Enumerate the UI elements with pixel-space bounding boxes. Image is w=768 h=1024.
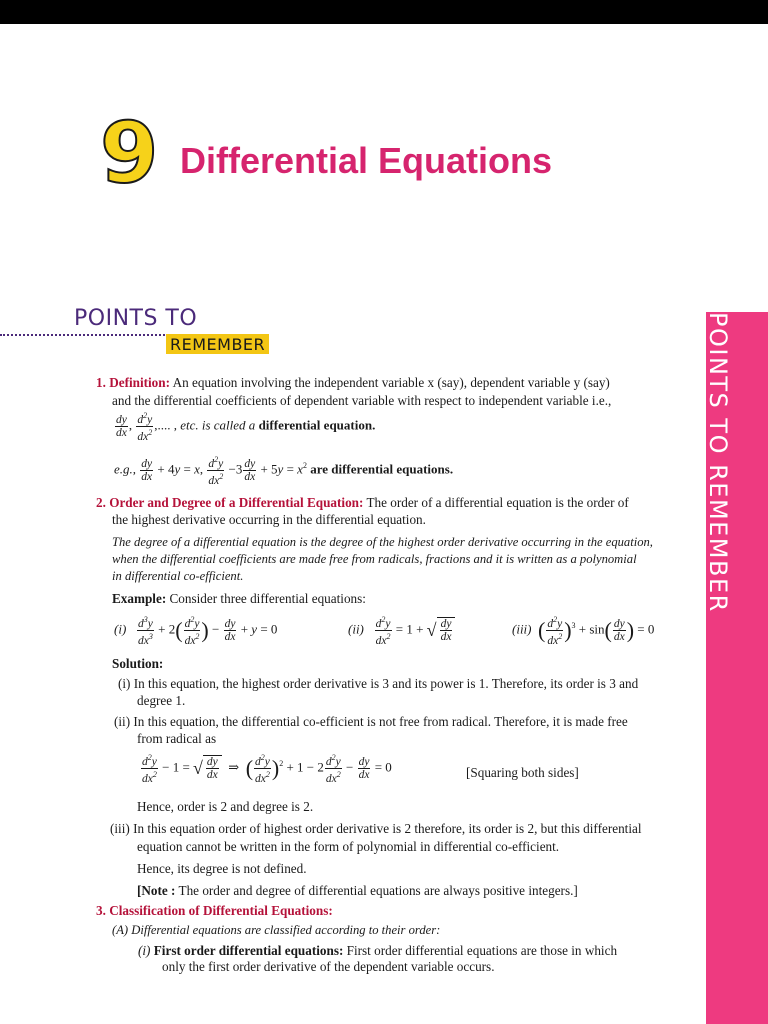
note-text: The order and degree of differential equations are always positive integers.] bbox=[178, 883, 578, 898]
note-label: [Note : bbox=[137, 883, 176, 898]
banner-line-2: REMEMBER bbox=[166, 334, 269, 354]
s2-sol-ii-1: (ii) In this equation, the differential co-efficient is not free from radical. Therefore, it is made free bbox=[114, 714, 628, 729]
s1-heading: Definition: bbox=[109, 375, 170, 390]
s1-line3-suffix: , etc. is called a bbox=[173, 417, 256, 433]
s2-squaring-note: [Squaring both sides] bbox=[466, 765, 579, 780]
s3-i-text2: only the first order derivative of the dependent variable occurs. bbox=[162, 959, 495, 974]
s2-squaring-equation: $\frac{d^2y}{dx^2}$ − 1 = √ $\frac{dy}{dx}$ ⇒ ( $\frac{d^2y}{dx^2}$ )$^2$ + 1 − 2 $\frac{d^2y}{dx^2}$ − $\frac{dy}{dx}$ = 0 bbox=[142, 753, 392, 785]
s3-i-bold: First order differential equations: bbox=[153, 943, 344, 958]
s1-example-equation: e.g., $\frac{dy}{dx}$ + 4y = x, $\frac{d^2y}{dx^2}$ −3 $\frac{dy}{dx}$ + $5y = x^2$ are differential equations. bbox=[114, 455, 454, 487]
s1-line2: and the differential coefficients of dependent variable with respect to independent variable i.e., bbox=[112, 393, 612, 408]
s3-i-text: First order differential equations are those in which bbox=[346, 943, 618, 958]
s2-note bbox=[137, 882, 578, 899]
chapter-title: Differential Equations bbox=[180, 140, 553, 181]
s2-italic-1: The degree of a differential equation is the degree of the highest order derivative occurring in the equation, bbox=[112, 535, 653, 549]
s3-a-line: (A) Differential equations are classified according to their order: bbox=[112, 923, 441, 937]
s2-solution-label bbox=[112, 655, 163, 672]
banner-line-1: POINTS TO bbox=[74, 306, 198, 331]
s2-sol-i-1: (i) In this equation, the highest order derivative is 3 and its power is 1. Therefore, its order is 3 and bbox=[118, 676, 639, 691]
s3-i-label: (i) bbox=[138, 943, 151, 958]
s2-heading: Order and Degree of a Differential Equation: bbox=[109, 495, 364, 510]
s2-italic-2: when the differential coefficients are made free from radicals, fractions and it is written as a polynomial bbox=[112, 552, 637, 566]
s2-sol-i-2: degree 1. bbox=[137, 693, 186, 708]
s2-line1: The order of a differential equation is the order of bbox=[366, 495, 629, 510]
s1-eg-suffix: are differential equations. bbox=[310, 461, 454, 477]
s1-eg: e.g., bbox=[114, 461, 137, 477]
s2-example bbox=[112, 590, 366, 607]
s3-heading: Classification of Differential Equations: bbox=[109, 903, 333, 918]
s2-sol-iii-2: equation cannot be written in the form of polynomial in differential co-efficient. bbox=[137, 839, 560, 854]
side-tab-label: POINTS TO REMEMBER bbox=[704, 312, 732, 613]
s2-sol-ii-3: Hence, order is 2 and degree is 2. bbox=[137, 799, 314, 814]
s2-equation-iii: (iii) ( $\frac{d^2y}{dx^2}$ )$^3$ + sin( $\frac{dy}{dx}$ ) = 0 bbox=[512, 615, 655, 647]
dotted-divider bbox=[0, 334, 180, 336]
s1-num: 1. bbox=[96, 375, 106, 390]
s1-derivatives: $\frac{dy}{dx}$ , $\frac{d^2y}{dx^2}$ ,.... , etc. is called a differential equation. bbox=[116, 411, 376, 443]
s1-line-1 bbox=[96, 374, 610, 391]
solution-label: Solution: bbox=[112, 656, 164, 671]
s2-sol-iii-3: Hence, its degree is not defined. bbox=[137, 861, 307, 876]
chapter-number: 9 bbox=[100, 104, 157, 202]
s2-line-1 bbox=[96, 494, 629, 511]
eq-label-ii: (ii) bbox=[348, 621, 364, 637]
s2-num: 2. bbox=[96, 495, 106, 510]
s2-line2: the highest derivative occurring in the differential equation. bbox=[112, 512, 426, 527]
s3-num: 3. bbox=[96, 903, 106, 918]
s2-equation-ii: (ii) $\frac{d^2y}{dx^2}$ = 1 + √ $\frac{dy}{dx}$ bbox=[348, 614, 455, 647]
s3-heading-line bbox=[96, 902, 333, 919]
top-black-bar bbox=[0, 0, 768, 24]
s2-equation-i: (i) $\frac{d^3y}{dx^3}$ + 2( $\frac{d^2y}{dx^2}$ ) − $\frac{dy}{dx}$ + y = 0 bbox=[114, 615, 278, 647]
s2-example-label: Example: bbox=[112, 591, 167, 606]
s1-line1: An equation involving the independent variable x (say), dependent variable y (say) bbox=[172, 375, 610, 390]
s2-sol-ii-2: from radical as bbox=[137, 731, 217, 746]
s2-sol-iii-1: (iii) In this equation order of highest order derivative is 2 therefore, its order is 2, but this differential bbox=[110, 821, 642, 836]
s2-italic-3: in differential co-efficient. bbox=[112, 569, 244, 583]
eq-label-i: (i) bbox=[114, 621, 127, 637]
eq-label-iii: (iii) bbox=[512, 621, 532, 637]
side-tab-bottom bbox=[708, 978, 768, 1024]
s3-i-line bbox=[138, 942, 617, 959]
s1-line3-bold: differential equation. bbox=[258, 417, 376, 433]
s2-example-text: Consider three differential equations: bbox=[169, 591, 366, 606]
